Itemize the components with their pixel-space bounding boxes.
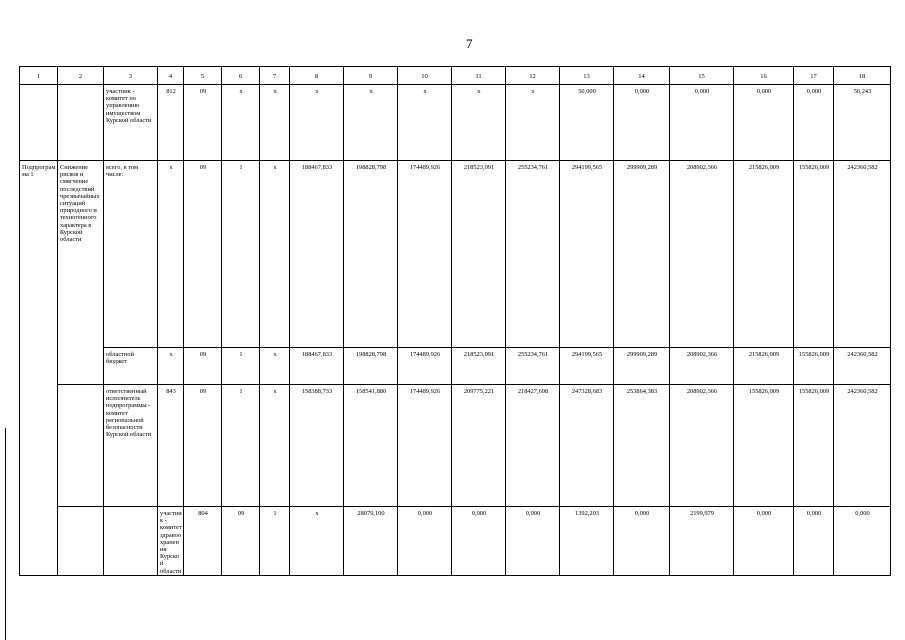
table-cell: 208902,366 xyxy=(670,385,734,507)
table-cell: 255234,761 xyxy=(506,161,560,348)
table-cell xyxy=(20,85,58,161)
table-cell: 242360,582 xyxy=(834,385,891,507)
table-cell: 0,000 xyxy=(506,507,560,576)
table-cell: 218523,091 xyxy=(452,348,506,385)
table-cell: 215826,009 xyxy=(734,348,794,385)
margin-line xyxy=(5,428,6,640)
table-cell: 209775,221 xyxy=(452,385,506,507)
table-cell: x xyxy=(260,85,290,161)
table-cell xyxy=(58,85,104,161)
table-cell: x xyxy=(398,85,452,161)
table-cell: 215826,009 xyxy=(734,161,794,348)
table-cell: 843 xyxy=(158,385,184,507)
table-cell: 155826,009 xyxy=(794,348,834,385)
table-cell: 294199,565 xyxy=(560,348,614,385)
table-cell: 0,000 xyxy=(834,507,891,576)
table-cell: 208902,366 xyxy=(670,161,734,348)
table-row xyxy=(20,85,891,161)
table-cell: 09 xyxy=(184,85,222,161)
table-cell: 174489,926 xyxy=(398,385,452,507)
header-row xyxy=(20,67,891,85)
table-cell: x xyxy=(290,507,344,576)
column-header: 9 xyxy=(344,67,398,85)
table-cell: 0,000 xyxy=(794,507,834,576)
program-table xyxy=(19,66,891,576)
table-cell: 155826,009 xyxy=(794,161,834,348)
table-cell: 0,000 xyxy=(734,507,794,576)
table-cell: x xyxy=(158,161,184,348)
table-cell: 188467,833 xyxy=(290,161,344,348)
table-cell: 812 xyxy=(158,85,184,161)
table-cell: 242360,582 xyxy=(834,161,891,348)
column-header: 8 xyxy=(290,67,344,85)
table-cell: 09 xyxy=(184,385,222,507)
column-header: 1 xyxy=(20,67,58,85)
table-cell: ответственный исполнитель подпрограммы - комитет региональной безопасности Курской области xyxy=(104,385,158,507)
table-cell: 188467,833 xyxy=(290,348,344,385)
column-header: 17 xyxy=(794,67,834,85)
table-cell: 1392,203 xyxy=(560,507,614,576)
table-cell: x xyxy=(344,85,398,161)
column-header: 4 xyxy=(158,67,184,85)
table-cell: 1 xyxy=(222,385,260,507)
table-cell: x xyxy=(260,385,290,507)
table-cell xyxy=(104,507,158,576)
table-cell: 2199,979 xyxy=(670,507,734,576)
table-cell: 255234,761 xyxy=(506,348,560,385)
table-cell: 253864,383 xyxy=(614,385,670,507)
column-header: 5 xyxy=(184,67,222,85)
table-cell: 294199,565 xyxy=(560,161,614,348)
table-row xyxy=(20,507,891,576)
column-header: 11 xyxy=(452,67,506,85)
table-cell: x xyxy=(222,85,260,161)
table-cell: 804 xyxy=(184,507,222,576)
table-cell: x xyxy=(290,85,344,161)
table-cell: 155826,009 xyxy=(734,385,794,507)
table-cell: 218523,091 xyxy=(452,161,506,348)
column-header: 12 xyxy=(506,67,560,85)
table-row xyxy=(20,348,891,385)
table-cell: 56,243 xyxy=(834,85,891,161)
table-cell: областной бюджет xyxy=(104,348,158,385)
table-cell: 1 xyxy=(222,161,260,348)
table-row xyxy=(20,385,891,507)
subprogram-title-cell: Снижение рисков и смягчение последствий чрезвычайных ситуаций природного и техногенного характера в Курской области xyxy=(58,161,104,385)
table-cell: 299909,289 xyxy=(614,348,670,385)
table-cell: участник - комитет по управлению имуществом Курской области xyxy=(104,85,158,161)
table-cell: 0,000 xyxy=(670,85,734,161)
table-cell: 155826,009 xyxy=(794,385,834,507)
table-cell: 0,000 xyxy=(794,85,834,161)
table-cell: 247328,683 xyxy=(560,385,614,507)
table-cell: 0,000 xyxy=(452,507,506,576)
column-header: 14 xyxy=(614,67,670,85)
table-cell: 1 xyxy=(260,507,290,576)
table-cell xyxy=(58,507,104,576)
table-cell: 242360,582 xyxy=(834,348,891,385)
table-cell: 158388,733 xyxy=(290,385,344,507)
table-cell: 09 xyxy=(222,507,260,576)
table-cell: x xyxy=(452,85,506,161)
column-header: 3 xyxy=(104,67,158,85)
table-cell: 0,000 xyxy=(734,85,794,161)
column-header: 2 xyxy=(58,67,104,85)
column-header: 16 xyxy=(734,67,794,85)
table-cell: 28079,100 xyxy=(344,507,398,576)
table-cell: 198828,798 xyxy=(344,348,398,385)
table-cell: 1 xyxy=(222,348,260,385)
subprogram-cell: Подпрограмма 1 xyxy=(20,161,58,576)
table-cell: 299909,289 xyxy=(614,161,670,348)
table-cell: 0,000 xyxy=(614,507,670,576)
table-cell: x xyxy=(506,85,560,161)
column-header: 6 xyxy=(222,67,260,85)
table-cell: 50,000 xyxy=(560,85,614,161)
table-cell: x xyxy=(158,348,184,385)
table-cell: x xyxy=(260,348,290,385)
table-cell xyxy=(58,385,104,507)
column-header: 15 xyxy=(670,67,734,85)
table-cell: 218427,698 xyxy=(506,385,560,507)
table-cell: x xyxy=(260,161,290,348)
table-cell: 09 xyxy=(184,348,222,385)
table-cell: 174489,926 xyxy=(398,348,452,385)
column-header: 7 xyxy=(260,67,290,85)
column-header: 10 xyxy=(398,67,452,85)
table-cell: 208902,366 xyxy=(670,348,734,385)
page-number: 7 xyxy=(466,36,473,51)
column-header: 13 xyxy=(560,67,614,85)
table-cell: 158541,880 xyxy=(344,385,398,507)
table-cell: 174489,926 xyxy=(398,161,452,348)
table-cell: 0,000 xyxy=(614,85,670,161)
column-header: 18 xyxy=(834,67,891,85)
table-cell: всего, в том числе: xyxy=(104,161,158,348)
table-cell: 198828,798 xyxy=(344,161,398,348)
table-cell: 09 xyxy=(184,161,222,348)
table-row xyxy=(20,161,891,348)
table-cell: участник - комитет здравоохранения Курской области xyxy=(158,507,184,576)
table-cell: 0,000 xyxy=(398,507,452,576)
